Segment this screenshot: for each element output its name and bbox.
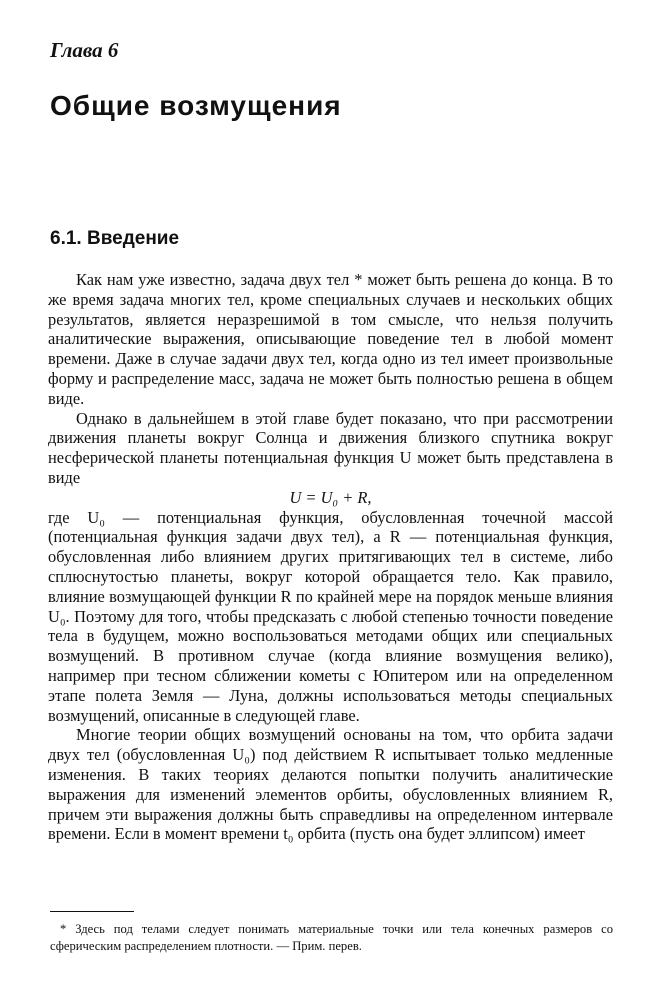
paragraph-intro: Как нам уже известно, задача двух тел * может быть решена до конца. В то же время задача многих тел, кроме специальных случаев и нескольких общих результатов, является неразрешимой в том смысле, что нельзя получить аналитические выражения, описывающие поведение тел в любой момент времени. Даже в случае задачи двух тел, когда одно из тел имеет произвольные форму и распределение масс, задача не может быть полностью решена в общем виде.	[48, 270, 613, 408]
body-text	[48, 270, 613, 844]
chapter-label: Глава 6	[50, 38, 119, 62]
equation: U = U₀ + R,	[289, 487, 372, 507]
paragraph-general-theories: Многие теории общих возмущений основаны на том, что орбита задачи двух тел (обусловленная U₀) под действием R испытывает только медленные изменения. В таких теориях делаются попытки получить аналитические выражения для изменений элементов орбиты, обусловленных влиянием R, причем эти выражения должны быть справедливы на определенном интервале времени. Если в момент времени t₀ орбита (пусть она будет эллипсом) имеет	[48, 725, 613, 844]
footnote-rule	[50, 911, 134, 912]
chapter-title: Общие возмущения	[50, 90, 342, 121]
footnote	[50, 921, 613, 955]
paragraph-perturbation: где U₀ — потенциальная функция, обусловленная точечной массой (потенциальная функция задачи двух тел), а R — потенциальная функция, обусловленная либо влиянием других притягивающих тел в системе, либо сплюснутостью планеты, вокруг которой обращается тело. Как правило, влияние возмущающей функции R по крайней мере на порядок меньше влияния U₀. Поэтому для того, чтобы предсказать с любой степенью точности поведение тела в будущем, можно воспользоваться методами общих или специальных возмущений. В противном случае (когда влияние возмущения велико), например при тесном сближении кометы с Юпитером или на определенном этапе полета Земля — Луна, должны использоваться методы специальных возмущений, описанные в следующей главе.	[48, 507, 613, 725]
footnote-text: * Здесь под телами следует понимать материальные точки или тела конечных размеров со сферическим распределением плотности. — Прим. перев.	[50, 922, 613, 953]
paragraph-potential: Однако в дальнейшем в этой главе будет показано, что при рассмотрении движения планеты вокруг Солнца и движения близкого спутника вокруг несферической планеты потенциальная функция U может быть представлена в виде	[48, 408, 613, 487]
section-heading: 6.1. Введение	[50, 228, 180, 249]
